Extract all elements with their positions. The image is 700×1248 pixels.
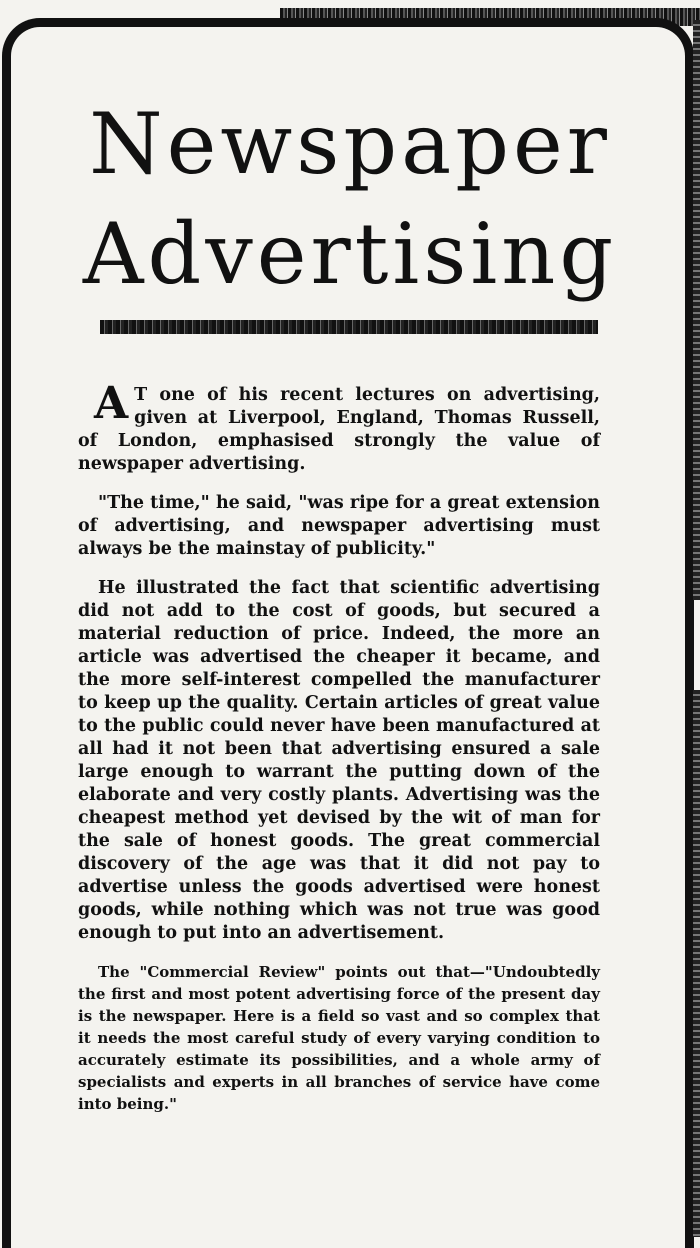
paragraph-3: He illustrated the fact that scientific advertising did not add to the cost of goods, but secured a material reduction of price. Indeed, the more an article was advertised the cheaper it became, and the more self-interest compelled the manufacturer to keep up the quality. Certain articles of great value to the public could never have been manufactured at all had it not been that advertising ensured a sale large enough to warrant the putting down of the elaborate and very costly plants. Advertising was the cheapest method yet devised by the wit of man for the sale of honest goods. The great commercial discovery of the age was that it did not pay to advertise unless the goods advertised were honest goods, while nothing which was not true was good enough to put into an advertisement. xyxy=(78,578,600,943)
headline-rule xyxy=(100,320,598,334)
paragraph-1 xyxy=(78,378,600,476)
column-rule-lower xyxy=(693,690,700,1237)
paragraph-4: The "Commercial Review" points out that—"Undoubtedly the first and most potent advertising force of the present day is the newspaper. Here is a field so vast and so complex that it needs the most careful study of every varying condition to accurately estimate its possibilities, and a whole army of specialists and experts in all branches of service have come into being." xyxy=(78,963,600,1113)
article-body xyxy=(78,378,600,1115)
paragraph-2: "The time," he said, "was ripe for a great extension of advertising, and newspaper advertising must always be the mainstay of publicity." xyxy=(78,493,600,559)
headline-line-1: Newspaper xyxy=(89,95,611,193)
drop-cap: A xyxy=(94,378,129,429)
paragraph-1-text: T one of his recent lectures on advertising, given at Liverpool, England, Thomas Russell, of London, emphasised strongly the value of newspaper advertising. xyxy=(78,385,600,474)
headline-line-2: Advertising xyxy=(82,205,618,303)
column-rule-upper xyxy=(693,20,700,600)
